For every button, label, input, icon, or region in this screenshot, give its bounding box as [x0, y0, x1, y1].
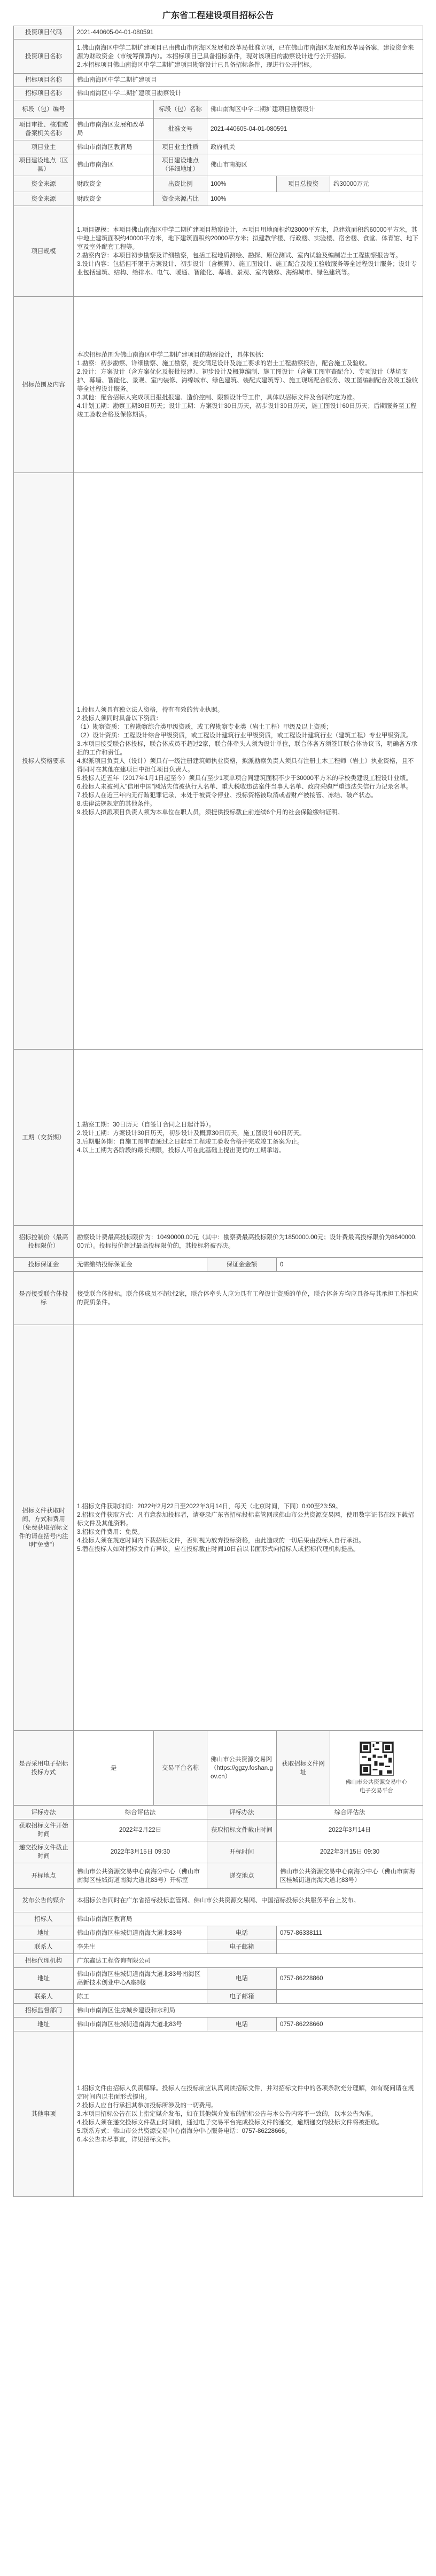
table-row: [14, 1889, 423, 1912]
bid-project-name-value: 佛山南海区中学二期扩建项目: [74, 74, 423, 87]
table-row: [14, 40, 423, 74]
supervisor-label: 招标监督部门: [14, 2004, 74, 2018]
requirements-label: 投标人资格要求: [14, 473, 74, 1050]
qr-cell: [330, 1731, 423, 1806]
supervisor-addr: 佛山市南海区桂城街道南海大道北83号: [74, 2018, 207, 2031]
eval-method-value-2: 综合评估法: [277, 1806, 423, 1819]
table-row: [14, 1050, 423, 1226]
agent-contact-phone: 0757-86228860: [277, 1968, 423, 1990]
approval-no-label: 批准文号: [154, 119, 207, 140]
agent-contact-name: 广东鑫达工程咨询有限公司: [74, 1954, 423, 1968]
eval-method-value: 综合评估法: [74, 1806, 207, 1819]
approval-value: 佛山市南海区发展和改革局: [74, 119, 154, 140]
email-label: 电子邮箱: [207, 1940, 277, 1954]
publish-label: 发布公告的媒介: [14, 1889, 74, 1912]
open-time-value: 2022年2月22日: [74, 1819, 207, 1841]
location-detail-value: 佛山市南海区: [207, 154, 423, 176]
agent-contact-email: [277, 1990, 423, 2004]
table-row: [14, 1940, 423, 1954]
project-code-value: 2021-440605-04-01-080591: [74, 26, 423, 40]
price-limit-value: 勘察设计费最高投标限价为：10490000.00元（其中：勘察费最高投标限价为1850000.00元；设计费最高投标限价为8640000.00元）。投标报价超过最高投标限价的，其投标将被否决。: [74, 1226, 423, 1258]
project-name-label: 投资项目名称: [14, 40, 74, 74]
scale-value: 1.项目规模：本项目佛山南海区中学二期扩建项目勘察设计，本项目用地面积约23000平方米，总建筑面积约60000平方米，其中地上建筑面积约40000平方米，地下建筑面积约20000平方米；拟建教学楼、行政楼、实验楼、宿舍楼、食堂、体育馆、地下室及室外配套工程等。 2.勘察内容：本项目初步勘察及详细勘察，包括工程地质测绘、勘探、原位测试、室内试验及编制岩土工程勘察报告等。 3.设计内容：包括但不限于方案设计、初步设计（含概算）、施工图设计、施工配合及竣工验收服务等全过程设计服务；设计专业包括建筑、结构、给排水、电气、暖通、智能化、幕墙、景观、室内装修、海绵城市、绿色建筑等。: [74, 206, 423, 297]
table-row: [14, 1272, 423, 1325]
table-row: [14, 176, 423, 192]
table-row: [14, 26, 423, 40]
addr-label: 地址: [14, 1968, 74, 1990]
funds-ratio-label: 出资比例: [154, 176, 207, 192]
tender-name-value: 佛山南海区中学二期扩建项目勘察设计: [74, 87, 423, 100]
project-code-label: 投资项目代码: [14, 26, 74, 40]
end-time-value: 2022年3月14日: [277, 1819, 423, 1841]
section-name-label: 标段（包）名称: [154, 100, 207, 119]
table-row: [14, 1325, 423, 1731]
deposit-label: 投标保证金: [14, 1258, 74, 1272]
schedule-value: 1.勘察工期：30日历天（自签订合同之日起计算）。 2.设计工期：方案设计30日历天，初步设计及概算30日历天，施工图设计60日历天。 3.后期服务期：自施工图审查通过之日起至工程竣工验收合格并完成竣工备案为止。 4.以上工期为各阶段的最长期限，投标人可在此基础上提出更优的工期承诺。: [74, 1050, 423, 1226]
prequal-label: 是否接受联合体投标: [14, 1272, 74, 1325]
owner-type-value: 政府机关: [207, 140, 423, 154]
table-row: [14, 1926, 423, 1940]
section-code-value: [74, 100, 154, 119]
table-row: [14, 473, 423, 1050]
get-docs-value: 1.招标文件获取时间：2022年2月22日至2022年3月14日，每天（北京时间，下同）0:00至23:59。 2.招标文件获取方式：凡有意参加投标者，请登录广东省招标投标监管网或佛山市公共资源交易网，使用数字证书在线下载招标文件及其他资料。 3.招标文件费用：免费。 4.投标人须在规定时间内下载招标文件，否则视为放弃投标资格，由此造成的一切后果由投标人自行承担。 5.潜在投标人如对招标文件有异议，应在投标截止时间10日前以书面形式向招标人或招标代理机构提出。: [74, 1325, 423, 1731]
supervisor-phone: 0757-86228660: [277, 2018, 423, 2031]
submit-place-label: 递交地点: [207, 1863, 277, 1889]
other-value: 1.招标文件由招标人负责解释。投标人在投标前应认真阅读招标文件，并对招标文件中的各项条款充分理解，如有疑问请在规定时间内以书面形式提出。 2.投标人应自行承担其参加投标所涉及的一切费用。 3.本项目招标公告在以上指定媒介发布，如在其他媒介发布的招标公告与本公告内容不一致的，以本公告为准。 4.投标人须在递交投标文件截止时间前，通过电子交易平台完成投标文件的递交，逾期递交的投标文件将被拒收。 5.联系方式：佛山市公共资源交易中心南海分中心服务电话：0757-86228666。 6.本公告未尽事宜，详见招标文件。: [74, 2031, 423, 2197]
approval-no-value: 2021-440605-04-01-080591: [207, 119, 423, 140]
deposit-amount-label: 保证金金额: [207, 1258, 277, 1272]
open-time-label: 获取招标文件开始时间: [14, 1819, 74, 1841]
table-row: [14, 1954, 423, 1968]
open-bid-time-label: 开标时间: [207, 1841, 277, 1863]
funds-ratio-value: 100%: [207, 176, 277, 192]
invest-value: 约30000万元: [330, 176, 423, 192]
electronic-value: 是: [74, 1731, 154, 1806]
table-row: [14, 1912, 423, 1926]
location-detail-label: 项目建设地点（详细地址）: [154, 154, 207, 176]
phone-label: 电话: [207, 1926, 277, 1940]
price-limit-label: 招标控制价（最高投标限价）: [14, 1226, 74, 1258]
deposit-value: 无需缴纳投标保证金: [74, 1258, 207, 1272]
publish-value: 本招标公告同时在广东省招标投标监管网、佛山市公共资源交易网、中国招标投标公共服务平台上发布。: [74, 1889, 423, 1912]
get-docs-label: 招标文件获取时间、方式和费用（免费获取招标文件的请在括号内注明"免费"）: [14, 1325, 74, 1731]
table-row: [14, 2018, 423, 2031]
funds-source-ratio-label: 资金来源占比: [154, 192, 207, 206]
table-row: [14, 100, 423, 119]
table-row: [14, 140, 423, 154]
owner-label: 项目业主: [14, 140, 74, 154]
open-place-value: 佛山市公共资源交易中心南海分中心（佛山市南海区桂城街道南海大道北83号）开标室: [74, 1863, 207, 1889]
funds-source-label: 资金来源: [14, 192, 74, 206]
funds-source-value: 财政资金: [74, 192, 154, 206]
open-bid-time-value: 2022年3月15日 09:30: [277, 1841, 423, 1863]
table-row: [14, 206, 423, 297]
table-row: [14, 2004, 423, 2018]
table-row: [14, 1806, 423, 1819]
platform-value[interactable]: 佛山市公共资源交易网 （https://ggzy.foshan.gov.cn）: [207, 1731, 277, 1806]
scale-label: 项目规模: [14, 206, 74, 297]
end-time-label: 获取招标文件截止时间: [207, 1819, 277, 1841]
requirements-value: 1.投标人须具有独立法人资格，持有有效的营业执照。 2.投标人须同时具备以下资质： （1）勘察资质：工程勘察综合类甲级资质，或工程勘察专业类（岩土工程）甲级及以上资质； （2）设计资质：工程设计综合甲级资质，或工程设计建筑行业甲级资质，或工程设计建筑行业（建筑工程）专业甲级资质。 3.本项目接受联合体投标，联合体成员不超过2家，联合体牵头人须为设计单位，联合体各方须签订联合体协议书，明确各方承担的工作和责任。 4.拟派项目负责人（设计）须具有一级注册建筑师执业资格，拟派勘察负责人须具有注册土木工程师（岩土）执业资格，且不得同时在其他在建项目中担任项目负责人。 5.投标人近五年（2017年1月1日起至今）须具有至少1项单项合同建筑面积不少于30000平方米的学校类建设工程设计业绩。 6.投标人未被列入"信用中国"网站失信被执行人名单、重大税收违法案件当事人名单、政府采购严重违法失信行为记录名单。 7.投标人在近三年内无行贿犯罪记录，未处于被责令停业、投标资格被取消或者财产被接管、冻结、破产状态。 8.法律法规规定的其他条件。 9.投标人拟派项目负责人须为本单位在职人员，须提供投标截止前连续6个月的社会保险缴纳证明。: [74, 473, 423, 1050]
section-code-label: 标段（包）编号: [14, 100, 74, 119]
table-row: [14, 1731, 423, 1806]
owner-contact-email: [277, 1940, 423, 1954]
other-label: 其他事项: [14, 2031, 74, 2197]
owner-contact-person: 李先生: [74, 1940, 207, 1954]
eval-method-label: 评标办法: [14, 1806, 74, 1819]
section-name-value: 佛山南海区中学二期扩建项目勘察设计: [207, 100, 423, 119]
table-row: [14, 1841, 423, 1863]
submit-value: 2022年3月15日 09:30: [74, 1841, 207, 1863]
page-title: 广东省工程建设项目招标公告: [162, 11, 274, 20]
submit-place-value: 佛山市公共资源交易中心南海分中心（佛山市南海区桂城街道南海大道北83号）: [277, 1863, 423, 1889]
submit-label: 递交投标文件截止时间: [14, 1841, 74, 1863]
funds-source-ratio-value: 100%: [207, 192, 423, 206]
table-row: [14, 192, 423, 206]
email-label: 电子邮箱: [207, 1990, 277, 2004]
service-value: 佛山市公共资源交易中心 电子交易平台: [345, 1778, 408, 1794]
funds-label: 资金来源: [14, 176, 74, 192]
agent-contact-label: 招标代理机构: [14, 1954, 74, 1968]
eval-method-label-2: 评标办法: [207, 1806, 277, 1819]
service-label: 获取招标文件网址: [277, 1731, 330, 1806]
table-row: [14, 2031, 423, 2197]
agent-contact-person: 陈工: [74, 1990, 207, 2004]
person-label: 联系人: [14, 1990, 74, 2004]
tender-name-label: 招标项目名称: [14, 87, 74, 100]
qr-code-icon: [360, 1742, 394, 1776]
owner-contact-name: 佛山市南海区教育局: [74, 1912, 423, 1926]
table-row: [14, 1990, 423, 2004]
platform-label: 交易平台名称: [154, 1731, 207, 1806]
table-row: [14, 74, 423, 87]
table-row: [14, 1819, 423, 1841]
electronic-label: 是否采用电子招标投标方式: [14, 1731, 74, 1806]
owner-contact-label: 招标人: [14, 1912, 74, 1926]
location-label: 项目建设地点（区县）: [14, 154, 74, 176]
table-row: [14, 119, 423, 140]
schedule-label: 工期（交货期）: [14, 1050, 74, 1226]
owner-type-label: 项目业主性质: [154, 140, 207, 154]
bid-scope-label: 招标范围及内容: [14, 297, 74, 473]
person-label: 联系人: [14, 1940, 74, 1954]
addr-label: 地址: [14, 2018, 74, 2031]
funds-value: 财政资金: [74, 176, 154, 192]
table-row: [14, 1226, 423, 1258]
prequal-value: 接受联合体投标。联合体成员不超过2家，联合体牵头人应为具有工程设计资质的单位，联合体各方均应具备与其承担工作相应的资质条件。: [74, 1272, 423, 1325]
owner-contact-addr: 佛山市南海区桂城街道南海大道北83号: [74, 1926, 207, 1940]
supervisor-name: 佛山市南海区住房城乡建设和水利局: [74, 2004, 423, 2018]
table-row: [14, 1863, 423, 1889]
table-row: [14, 1258, 423, 1272]
table-row: [14, 154, 423, 176]
deposit-amount-value: 0: [277, 1258, 423, 1272]
phone-label: 电话: [207, 1968, 277, 1990]
table-row: [14, 297, 423, 473]
bid-project-name-label: 招标项目名称: [14, 74, 74, 87]
owner-value: 佛山市南海区教育局: [74, 140, 154, 154]
invest-label: 项目总投资: [277, 176, 330, 192]
approval-label: 项目审批、核准或备案机关名称: [14, 119, 74, 140]
agent-contact-addr: 佛山市南海区桂城街道南海大道北83号南海区高新技术创业中心A座8楼: [74, 1968, 207, 1990]
notice-table: [13, 26, 423, 2197]
table-row: [14, 87, 423, 100]
location-value: 佛山市南海区: [74, 154, 154, 176]
owner-contact-phone: 0757-86338111: [277, 1926, 423, 1940]
open-place-label: 开标地点: [14, 1863, 74, 1889]
project-name-value: 1.佛山南海区中学二期扩建项目已由佛山市南海区发展和改革局批准立项，已在佛山市南海区发展和改革局备案，建设资金来源为财政资金（市统筹预算内）。本招标项目已具备招标条件，现对该项目的勘察设计进行公开招标。 2.本招标项目佛山南海区中学二期扩建项目勘察设计已具备招标条件，现进行公开招标。: [74, 40, 423, 74]
phone-label: 电话: [207, 2018, 277, 2031]
bid-scope-value: 本次招标范围为佛山南海区中学二期扩建项目的勘察设计，具体包括： 1.勘察：初步勘察、详细勘察、施工勘察，提交满足设计及施工要求的岩土工程勘察报告，配合施工及验收。 2.设计：方案设计（含方案优化及报批报建）、初步设计及概算编制、施工图设计（含施工图审查配合）、专项设计（基坑支护、幕墙、智能化、景观、室内装修、海绵城市、绿色建筑、装配式建筑等）、施工现场配合服务、竣工图编制配合及竣工验收等全过程设计服务。 3.其他：配合招标人完成项目报批报建、造价控制、限额设计等工作，具体以招标文件及合同约定为准。 4.计划工期：勘察工期30日历天；设计工期：方案设计30日历天，初步设计30日历天，施工图设计60日历天；后期服务至工程竣工验收合格及保修期满。: [74, 297, 423, 473]
table-row: [14, 1968, 423, 1990]
addr-label: 地址: [14, 1926, 74, 1940]
